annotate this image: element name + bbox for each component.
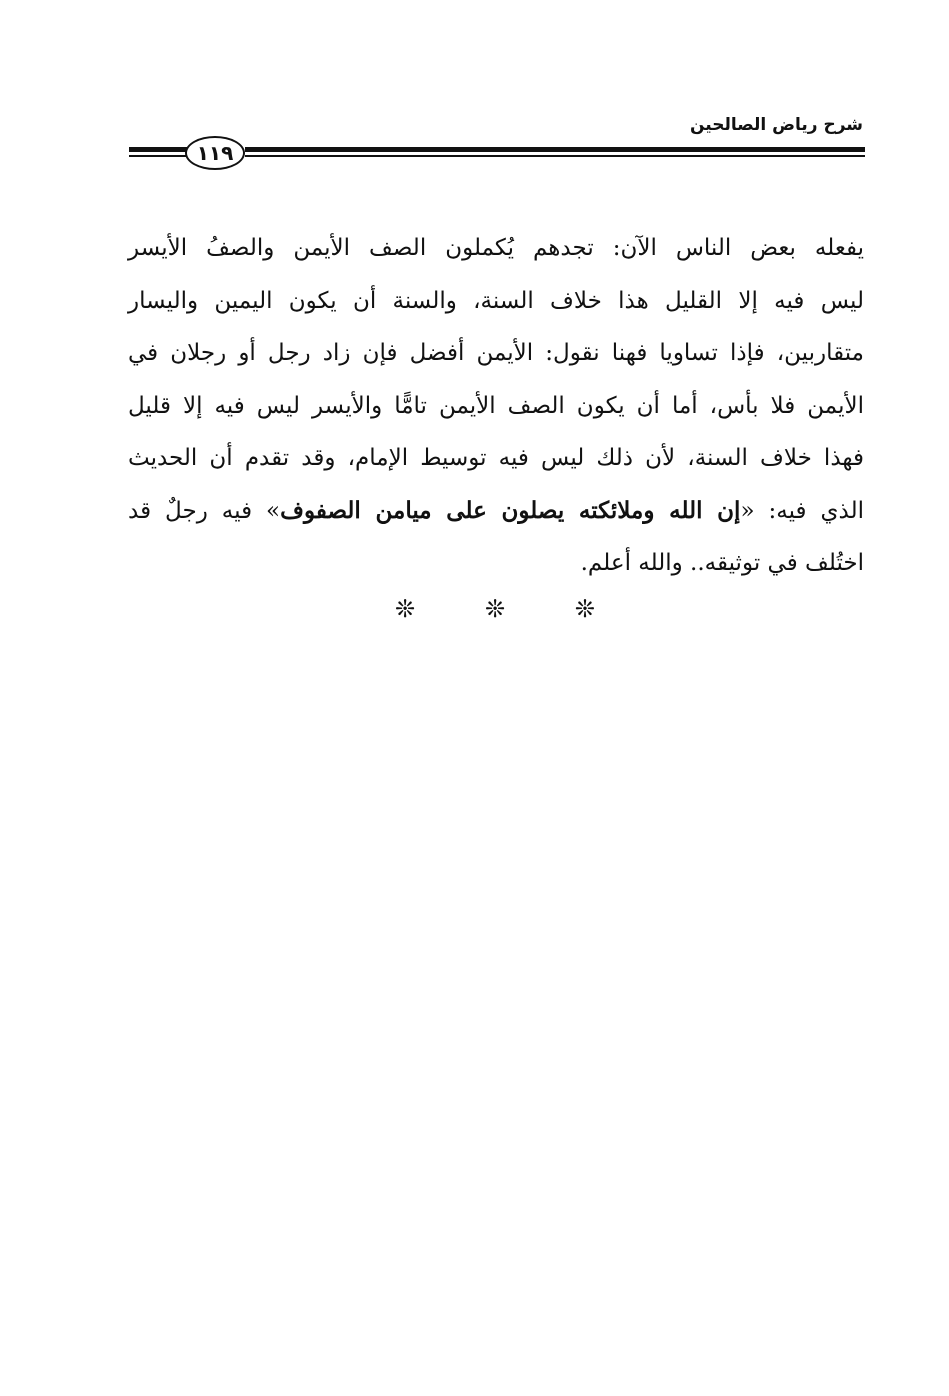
text-line: الأيمن فلا بأس، أما أن يكون الصف الأيمن تامًّا والأيسر ليس فيه إلا قليل — [128, 392, 864, 419]
text-line: فهذا خلاف السنة، لأن ذلك ليس فيه توسيط الإمام، وقد تقدم أن الحديث — [128, 445, 864, 471]
text-line: ليس فيه إلا القليل هذا خلاف السنة، والسنة أن يكون اليمين واليسار — [128, 287, 864, 314]
header-rule — [245, 155, 865, 157]
asterism-icon: ❊ — [484, 595, 506, 623]
asterism-icon: ❊ — [395, 595, 416, 623]
body-text — [128, 222, 864, 590]
asterism-icon: ❊ — [574, 595, 595, 623]
header-rule — [245, 147, 865, 152]
header-rule — [129, 147, 187, 152]
text-segment: » فيه رجلٌ قد — [128, 497, 281, 524]
text-line: يفعله بعض الناس الآن: تجدهم يُكملون الصف الأيمن والصفُ الأيسر — [128, 235, 864, 261]
book-title: شرح رياض الصالحين — [689, 115, 863, 135]
text-segment: الذي فيه: « — [740, 497, 864, 524]
hadith-quote: إن الله وملائكته يصلون على ميامن الصفوف — [280, 496, 741, 524]
text-line — [128, 485, 864, 538]
text-line: متقاربين، فإذا تساويا فهنا نقول: الأيمن أفضل فإن زاد رجل أو رجلان في — [128, 340, 864, 366]
header-rule — [129, 155, 187, 157]
page-header — [125, 112, 865, 167]
text-line: اختُلف في توثيقه.. والله أعلم. — [580, 550, 864, 576]
page-number: ١١٩ — [185, 136, 245, 170]
section-separator — [395, 595, 595, 623]
